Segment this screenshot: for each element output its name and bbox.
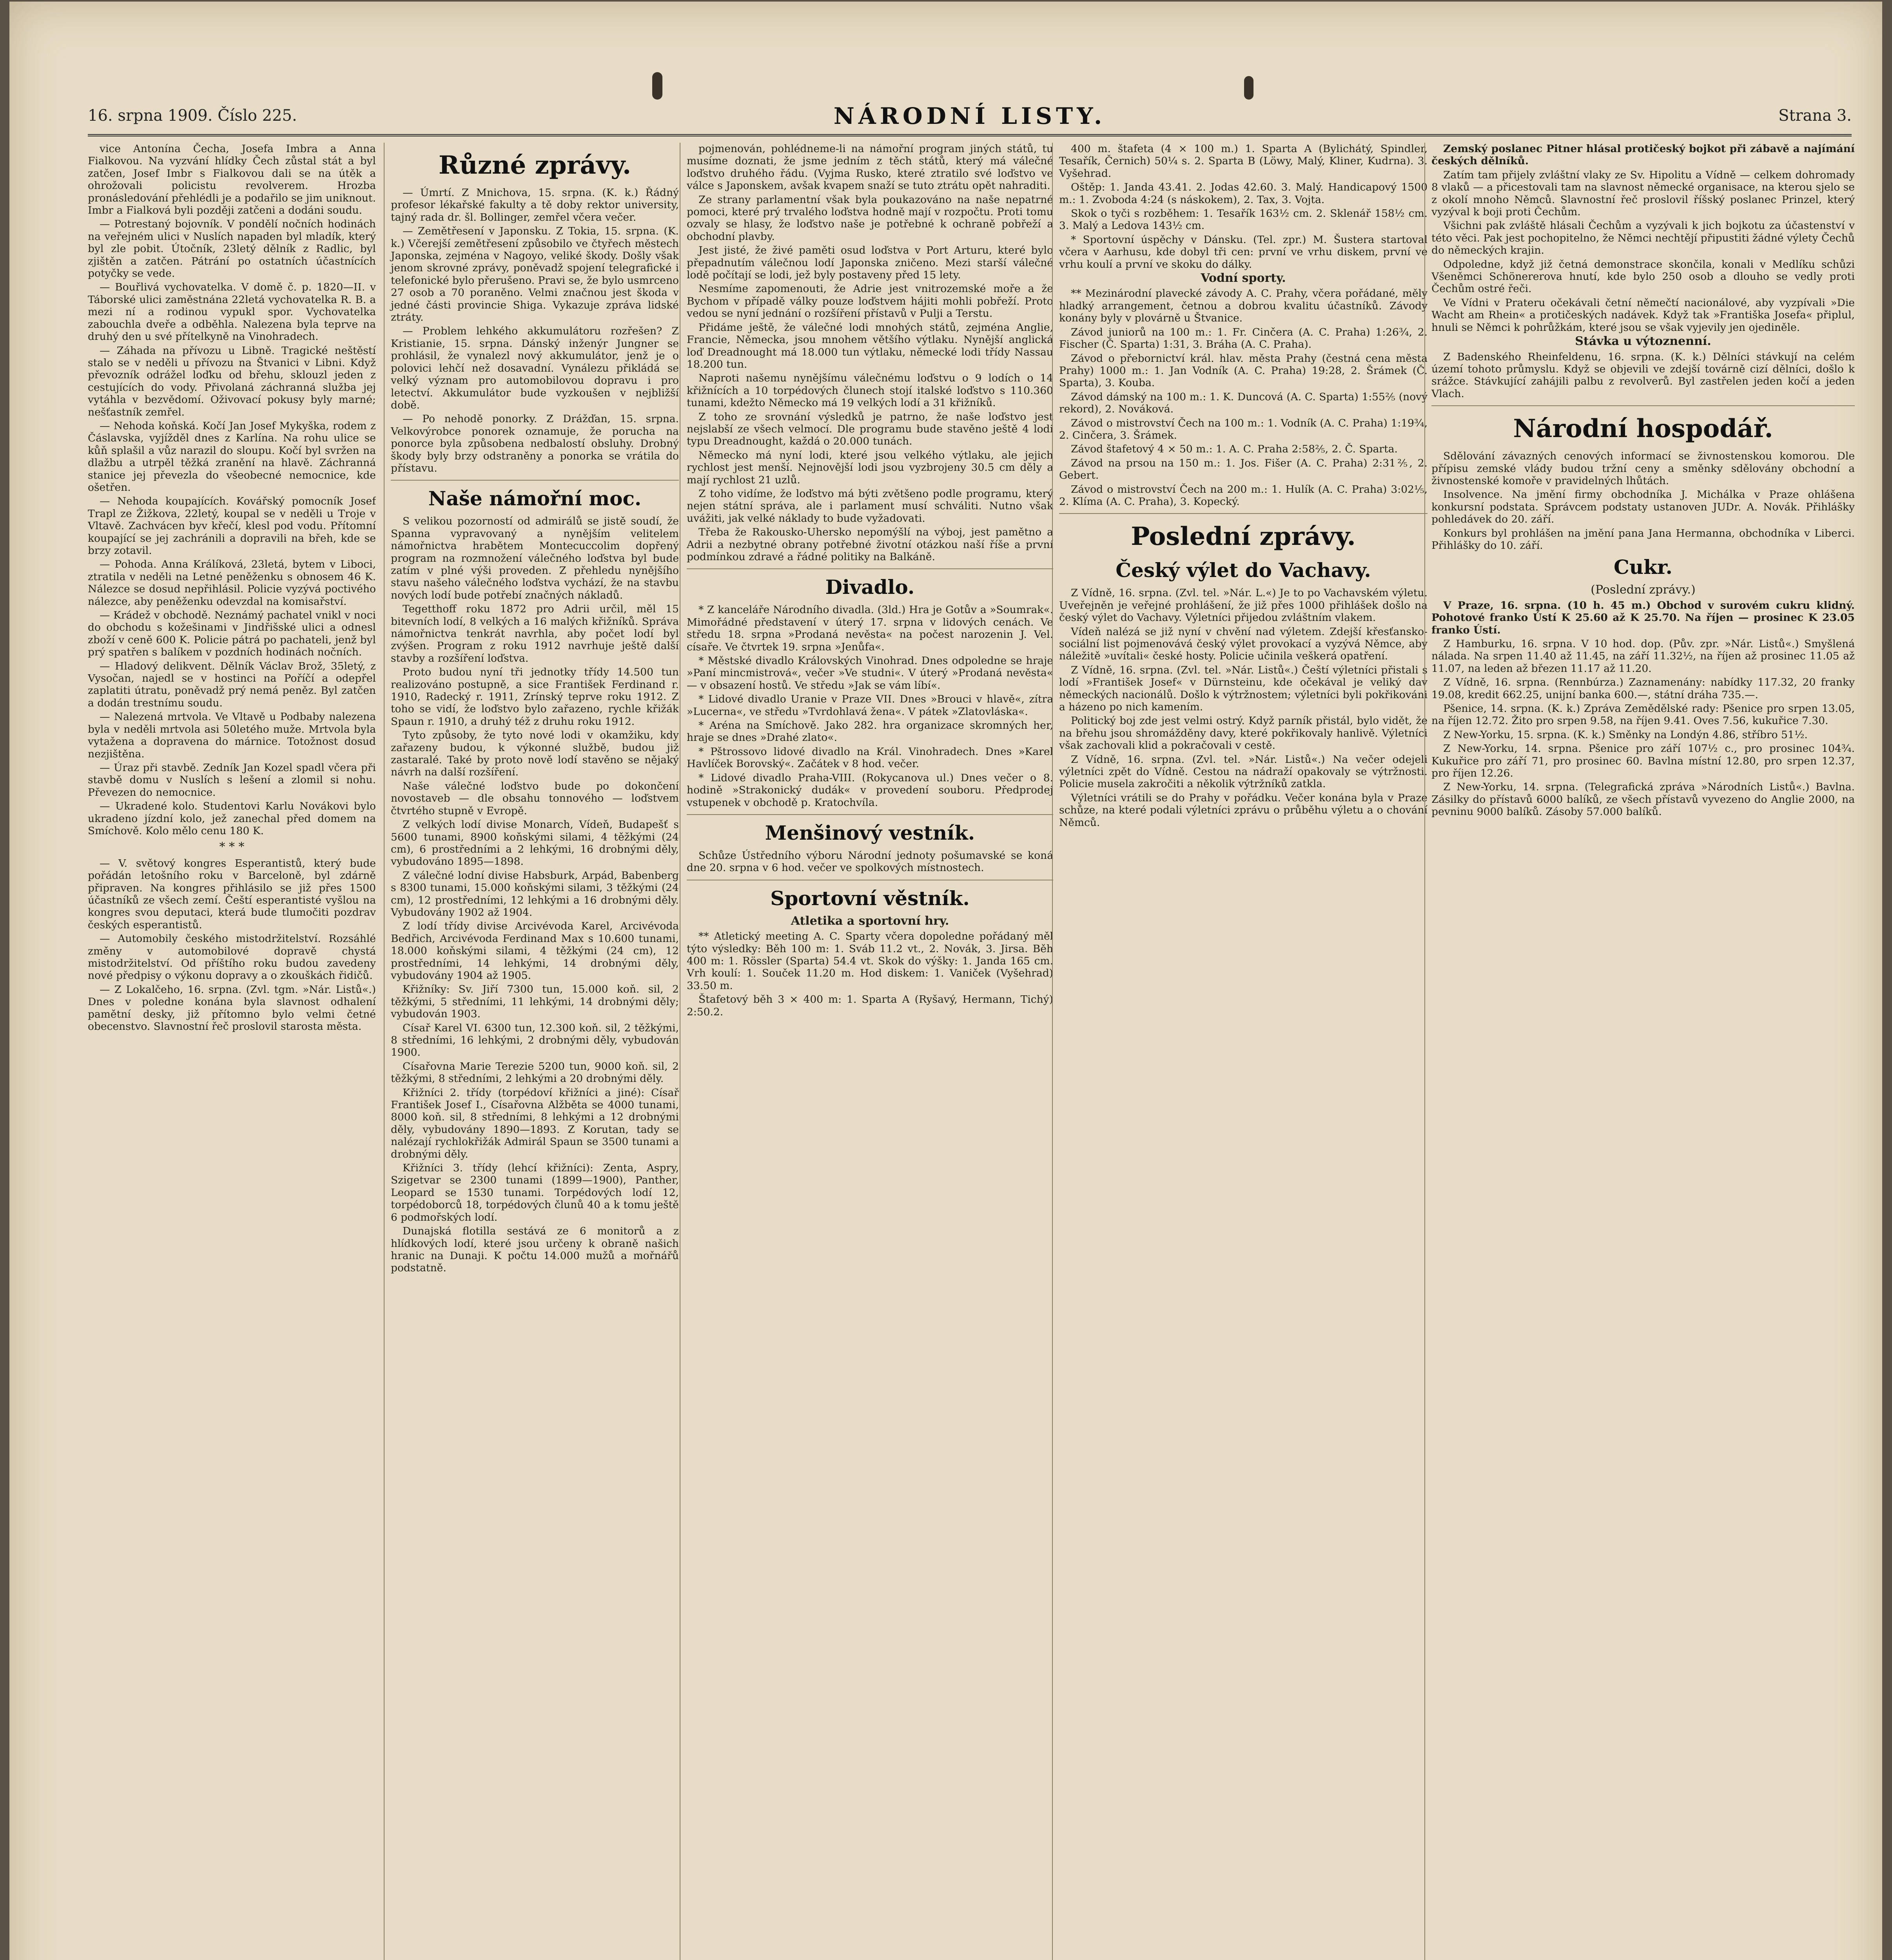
article-paragraph: Ve Vídni v Prateru očekávali četní němečtí nacionálové, aby vyzpívali »Die Wacht am Rhein« a protičeských nadávek. Když tak »Františka Josefa« připlul, hnuli se Němci k pohrůžkám, které jsou se však vyjevily jen ojediněle. [1431, 296, 1855, 334]
section-heading-posledni-zpravy: Poslední zprávy. [1131, 522, 1356, 552]
article-paragraph: Císař Karel VI. 6300 tun, 12.300 koň. sil, 2 těžkými, 8 středními, 16 lehkými, 2 drobnými děly, vybudován 1900. [391, 1022, 679, 1059]
newspaper-page [9, 2, 1882, 1960]
article-paragraph: Závod o přebornictví král. hlav. města Prahy (čestná cena města Prahy) 1000 m.: 1. Jan Vodník (A. C. Praha) 19:28, 2. Šrámek (Č. Sparta), 3. Kouba. [1059, 352, 1428, 389]
column-4 [1052, 143, 1428, 1960]
article-paragraph: Z Vídně, 16. srpna. (Zvl. tel. »Nár. Listů«.) Na večer odejeli výletníci zpět do Vídně. Cestou na nádraží opakovaly se výtržnosti. Policie musela zakročiti a několik výtržníků zatkla. [1059, 753, 1428, 790]
article-paragraph: V Praze, 16. srpna. (10 h. 45 m.) Obchod v surovém cukru klidný. Pohotové franko Ústí K 25.60 až K 25.70. Na říjen — prosinec K 23.05 franko Ústí. [1431, 599, 1855, 636]
article-paragraph: * Aréna na Smíchově. Jako 282. hra organizace skromných her, hraje se dnes »Drahé zlato«. [687, 719, 1053, 744]
article-paragraph: Závod o mistrovství Čech na 100 m.: 1. Vodník (A. C. Praha) 1:19¾, 2. Cinčera, 3. Šrámek. [1059, 417, 1428, 441]
article-paragraph: Císařovna Marie Terezie 5200 tun, 9000 koň. sil, 2 těžkými, 8 středními, 2 lehkými a 20 drobnými děly. [391, 1060, 679, 1085]
article-paragraph: Oštěp: 1. Janda 43.41. 2. Jodas 42.60. 3. Malý. Handicapový 1500 m.: 1. Zvoboda 4:24 (s náskokem), 2. Tax, 3. Vojta. [1059, 181, 1428, 206]
article-paragraph: Jest jisté, že živé paměti osud loďstva v Port Arturu, které bylo přepadnutím válečnou lodí Japonska zničeno. Mezi starší válečné lodě počítají se lodi, jež byly postaveny před 15 lety. [687, 244, 1053, 281]
section-heading-namorni-moc: Naše námořní moc. [428, 487, 642, 510]
subsection-heading-cukr: Cukr. [1614, 555, 1673, 579]
article-paragraph: Štafetový běh 3 × 400 m: 1. Sparta A (Ryšavý, Hermann, Tichý) 2:50.2. [687, 993, 1053, 1018]
column-rule [391, 480, 679, 481]
article-paragraph: Z New-Yorku, 14. srpna. (Telegrafická zpráva »Národních Listů«.) Bavlna. Zásilky do přístavů 6000 balíků, ze všech přístavů vyvezeno do Anglie 2000, na pevninu 9000 balíků. Zásoby 57.000 balíků. [1431, 781, 1855, 818]
binding-hole-left [652, 72, 662, 100]
article-paragraph: * Lidové divadlo Praha-VIII. (Rokycanova ul.) Dnes večer o 8. hodině »Strakonický dudák« v provedení souboru. Předprodej vstupenek v obchodě p. Kratochvíla. [687, 771, 1053, 809]
article-paragraph: Závod na prsou na 150 m.: 1. Jos. Fišer (A. C. Praha) 2:31⅖, 2. Gebert. [1059, 457, 1428, 482]
article-paragraph: Z Vídně, 16. srpna. (Rennbúrza.) Zaznamenány: nabídky 117.32, 20 franky 19.08, kredit 662.25, unijní banka 600.—, státní dráha 735.—. [1431, 676, 1855, 701]
article-paragraph: * Městské divadlo Královských Vinohrad. Dnes odpoledne se hraje »Paní mincmistrová«, večer »Ve studni«. V úterý »Prodaná nevěsta« — v obsazení hostů. Ve středu »Jak se vám líbí«. [687, 655, 1053, 691]
article-paragraph: ** Atletický meeting A. C. Sparty včera dopoledne pořádaný měl týto výsledky: Běh 100 m: 1. Sváb 11.2 vt., 2. Novák, 3. Jirsa. Běh 400 m: 1. Rössler (Sparta) 54.4 vt. Skok do výšky: 1. Janda 165 cm. Vrh koulí: 1. Souček 11.20 m. Hod diskem: 1. Vaniček (Vyšehrad) 33.50 m. [687, 930, 1053, 992]
article-paragraph: — Z Lokalčeho, 16. srpna. (Zvl. tgm. »Nár. Listů«.) Dnes v poledne konána byla slavnost odhalení pamětní desky, již přítomno bylo velmi četné obecenstvo. Slavnostní řeč proslovil starosta města. [88, 983, 376, 1033]
column-rule [687, 814, 1053, 815]
article-paragraph: Z velkých lodí divise Monarch, Vídeň, Budapešť s 5600 tunami, 8900 koňskými silami, 4 těžkými (24 cm), 6 prostředními a 2 lehkými, 16 drobnými děly, vybudováno 1895—1898. [391, 818, 679, 868]
article-paragraph: — Nalezená mrtvola. Ve Vltavě u Podbaby nalezena byla v neděli mrtvola asi 50letého muže. Mrtvola byla vytažena a dopravena do márnice. Totožnost dosud nezjištěna. [88, 711, 376, 760]
article-paragraph: Konkurs byl prohlášen na jmění pana Jana Hermanna, obchodníka v Liberci. Přihlášky do 10. září. [1431, 527, 1855, 552]
article-paragraph: Politický boj zde jest velmi ostrý. Když parník přistál, bylo vidět, že na břehu jsou shromážděny davy, které pokřikovaly hanlivě. Výletníci však zachovali klid a pokračovali v cestě. [1059, 715, 1428, 752]
article-paragraph: Křižníci 3. třídy (lehcí křižníci): Zenta, Aspry, Szigetvar se 2300 tunami (1899—1900), Panther, Leopard se 1530 tunami. Torpédových lodí 12, torpédoborců 18, torpédových člunů 40 a k tomu ještě 6 podmořských lodí. [391, 1162, 679, 1223]
article-paragraph: * Sportovní úspěchy v Dánsku. (Tel. zpr.) M. Šustera startoval včera v Aarhusu, kde dobyl tři cen: první ve vrhu diskem, první ve vrhu koulí a první ve skoku do dálky. [1059, 233, 1428, 270]
masthead [88, 103, 1852, 136]
subsection-heading-stavka: Stávka u výtoznenní. [1575, 334, 1711, 348]
article-paragraph: — Zemětřesení v Japonsku. Z Tokia, 15. srpna. (K. k.) Včerejší zemětřesení způsobilo ve čtyřech městech Japonska, zejména v Nagoyo, veliké škody. Došly však jenom skrovné zprávy, poněvadž spojení telegrafické i telefonické bylo přerušeno. Pravi se, že bylo usmrceno 27 osob a 70 poraněno. Velmi značnou jest škoda v jedné části provincie Shiga. Vykazuje zpráva lidské ztráty. [391, 225, 679, 324]
article-paragraph: Přidáme ještě, že válečné lodi mnohých států, zejména Anglie, Francie, Německa, jsou mnohem většího výtlaku. Nynější anglická loď Dreadnought má 18.000 tun výtlaku, německé lodi třídy Nassau 18.200 tun. [687, 321, 1053, 370]
article-paragraph: Závod dámský na 100 m.: 1. K. Duncová (A. C. Sparta) 1:55⅖ (nový rekord), 2. Nováková. [1059, 390, 1428, 416]
article-paragraph: Ze strany parlamentní však byla poukazováno na naše nepatrné pomoci, které prý trvalého loďstva hodně mají v rozpočtu. Proti tomu ozvaly se hlasy, že loďstvo naše je potřebné k ochraně pobřeží a obchodní plavby. [687, 193, 1053, 243]
article-paragraph: * Lidové divadlo Uranie v Praze VII. Dnes »Brouci v hlavě«, zítra »Lucerna«, ve středu »Tvrdohlavá žena«. V pátek »Zlatovláska«. [687, 693, 1053, 718]
article-paragraph: — Po nehodě ponorky. Z Drážďan, 15. srpna. Velkovýrobce ponorek oznamuje, že porucha na ponorce byla způsobena nedbalostí obsluhy. Drobný škody byly brzy odstraněny a ponorka se vrátila do přístavu. [391, 413, 679, 474]
section-heading-narodni-hospodar: Národní hospodář. [1513, 414, 1773, 444]
section-heading-mensinovy-vestnik: Menšinový vestník. [765, 821, 975, 844]
article-paragraph: — Nehoda koňská. Kočí Jan Josef Mykyška, rodem z Čáslavska, vyjížděl dnes z Karlína. Na rohu ulice se kůň splašil a vůz narazil do sloupu. Kočí byl svržen na dlažbu a utrpěl těžká zranění na hlavě. Záchranná stanice jej převezla do všeobecné nemocnice, kde ošetřen. [88, 419, 376, 494]
article-paragraph: Proto budou nyní tři jednotky třídy 14.500 tun realizováno postupně, a sice František Ferdinand r. 1910, Radecký r. 1911, Zrínský teprve roku 1912. Z toho se vidí, že loďstvo bylo zařazeno, rychle křižák Spaun r. 1910, a druhý též z druhu roku 1912. [391, 666, 679, 728]
article-paragraph: Výletníci vrátili se do Prahy v pořádku. Večer konána byla v Praze schůze, na které podali výletníci zprávu o průběhu výletu a o chování Němců. [1059, 791, 1428, 829]
article-paragraph: Pšenice, 14. srpna. (K. k.) Zpráva Zemědělské rady: Pšenice pro srpen 13.05, na říjen 12.72. Žito pro srpen 9.58, na říjen 9.41. Oves 7.56, kukuřice 7.30. [1431, 702, 1855, 727]
article-paragraph: — Automobily českého mistodržitelství. Rozsáhlé změny v automobilové dopravě chystá mistodržitelství. Od příštího roku budou zavedeny nové předpisy o výkonu dopravy a o zkouškách řidičů. [88, 933, 376, 982]
article-paragraph: Z Hamburku, 16. srpna. V 10 hod. dop. (Pův. zpr. »Nár. Listů«.) Smyšlená nálada. Na srpen 11.40 až 11.45, na září 11.32½, na říjen až prosinec 11.05 až 11.07, na leden až březen 11.17 až 11.20. [1431, 638, 1855, 675]
article-paragraph: Z toho vidíme, že loďstvo má býti zvětšeno podle programu, který nejen státní správa, ale i parlament musí schváliti. Nutno však uvážiti, jak velké náklady to bude vyžadovati. [687, 487, 1053, 524]
article-paragraph: Tegetthoff roku 1872 pro Adrii určil, měl 15 bitevních lodí, 8 velkých a 16 malých křižníků. Správa námořnictva tenkrát navrhla, aby počet lodí byl zvýšen. Program z roku 1912 navrhuje ještě další stavby a rozšíření loďstva. [391, 603, 679, 664]
column-rule [1059, 513, 1428, 514]
subsection-note: (Poslední zprávy.) [1591, 583, 1696, 597]
article-paragraph: Zemský poslanec Pitner hlásal protičeský bojkot při zábavě a najímání českých dělníků. [1431, 143, 1855, 167]
article-paragraph: Insolvence. Na jmění firmy obchodníka J. Michálka v Praze ohlášena konkursní podstata. Správcem podstaty ustanoven JUDr. A. Novák. Přihlášky pohledávek do 20. září. [1431, 488, 1855, 526]
article-paragraph: Nesmíme zapomenouti, že Adrie jest vnitrozemské moře a že Bychom v případě války pouze loďstvem hájiti mohli pobřeží. Proto vedou se nyní jednání o rozšíření přístavů v Pulji a Terstu. [687, 283, 1053, 320]
issue-date: 16. srpna 1909. Číslo 225. [88, 107, 297, 125]
article-paragraph: Vídeň nalézá se již nyní v chvění nad výletem. Zdejší křesťansko-sociální list pojmenovává český výlet provokací a vyzývá Němce, aby náležitě »uvítali« české hosty. Policie učinila veškerá opatření. [1059, 625, 1428, 662]
column-1 [88, 143, 376, 1960]
article-paragraph: Z Vídně, 16. srpna. (Zvl. tel. »Nár. Listů«.) Čeští výletníci přistali s lodí »František Josef« v Dürnsteinu, kde očekával je veliký dav německých nacionálů. Došlo k výtržnostem; výletníci byli pokřikováni a házeno po nich kamením. [1059, 664, 1428, 713]
page-number: Strana 3. [1778, 107, 1852, 125]
article-paragraph: * Z kanceláře Národního divadla. (3ld.) Hra je Gotův a »Soumrak«. Mimořádné představení v úterý 17. srpna v lidových cenách. Ve středu 18. srpna »Prodaná nevěsta« na počest narozenin J. Vel. císaře. Ve čtvrtek 19. srpna »Jenůfa«. [687, 604, 1053, 653]
article-paragraph: Německo má nyní lodi, které jsou velkého výtlaku, ale jejich rychlost jest menší. Nejnovější lodi jsou vyzbrojeny 30.5 cm děly a mají rychlost 21 uzlů. [687, 449, 1053, 486]
article-paragraph: — Nehoda koupajících. Kovářský pomocník Josef Trapl ze Žižkova, 22letý, koupal se v neděli u Troje v Vltavě. Zachvácen byv křečí, klesl pod vodu. Přítomní koupající se jej zachránili a dopravili na břeh, kde se brzy zotavil. [88, 495, 376, 557]
article-paragraph: ** Mezinárodní plavecké závody A. C. Prahy, včera pořádané, měly hladký arrangement, četnou a dobrou kvalitu účastníků. Závody konány byly v plovárně u Štvanice. [1059, 287, 1428, 325]
article-paragraph: Třeba že Rakousko-Uhersko nepomýšlí na výboj, jest pamětno a Adrii a nezbytné obrany potřebné životní otázkou naší říše a první podmínkou zdravé a řádné politiky na Balkáně. [687, 526, 1053, 563]
article-paragraph: — Problem lehkého akkumulátoru rozřešen? Z Kristianie, 15. srpna. Dánský inženýr Jungner se prohlásil, že vynalezl nový akkumulátor, jenž je o polovici lehčí než dosavadní. Vynálezu přikládá se velký význam pro automobilovou dopravu i pro letectví. Akkumulátor bude vyzkoušen v nejbližší době. [391, 325, 679, 411]
article-paragraph: Z Badenského Rheinfeldenu, 16. srpna. (K. k.) Dělníci stávkují na celém území tohoto průmyslu. Když se objevili ve zdejší továrně cizí dělníci, došlo k srážce. Stávkující zahájili palbu z revolverů. Byl zastřelen jeden kočí a jeden Vlach. [1431, 350, 1855, 400]
article-paragraph: Z lodí třídy divise Arcivévoda Karel, Arcivévoda Bedřich, Arcivévoda Ferdinand Max s 10.600 tunami, 18.000 koňskými silami, 4 těžkými (24 cm), 12 prostředními, 14 lehkými, 14 drobnými děly, vybudovány 1904 až 1905. [391, 920, 679, 982]
article-paragraph: Křižníci 2. třídy (torpédoví křižníci a jiné): Císař František Josef I., Císařovna Alžběta se 4000 tunami, 8000 koň. sil, 8 středními, 8 lehkými a 12 drobnými děly, vybudovány 1890—1893. Z Korutan, tady se nalézají rychlokřižák Admirál Spaun se 3500 tunami a drobnými děly. [391, 1086, 679, 1160]
article-paragraph: — Záhada na přívozu u Libně. Tragické neštěstí stalo se v neděli u přívozu na Štvanici v Libni. Když převozník odrážel loďku od břehu, sklouzl jeden z cestujících do vody. Přivolaná záchranná služba jej vytáhla v bezvědomí. Oživovací pokusy byly marné; nešťastník zemřel. [88, 344, 376, 418]
article-paragraph: Všichni pak zvláště hlásali Čechům a vyzývali k jich bojkotu za účastenství v této věci. Pak jest pochopitelno, že Němci nechtějí připustiti žádné výlety Čechů do německých krajin. [1431, 220, 1855, 257]
article-paragraph: Z válečné lodní divise Habsburk, Arpád, Babenberg s 8300 tunami, 15.000 koňskými silami, 3 těžkými (24 cm), 12 prostředními, 12 lehkými a 16 drobnými děly. Vybudovány 1902 až 1904. [391, 869, 679, 918]
subsection-heading-vodni-sporty: Vodní sporty. [1201, 271, 1286, 285]
article-paragraph: vice Antonína Čecha, Josefa Imbra a Anna Fialkovou. Na vyzvání hlídky Čech zůstal stát a byl zatčen, Josef Imbr s Fialkovou dali se na útěk a ohrožovali policistu revolverem. Hrozba pronásledování přehlédli je a podařilo se jim uniknout. Imbr a Fialková byli později zatčeni a dodáni soudu. [88, 143, 376, 217]
article-paragraph: 400 m. štafeta (4 × 100 m.) 1. Sparta A (Bylichátý, Spindler, Tesařík, Černich) 50¼ s. 2. Sparta B (Löwy, Malý, Kliner, Kudrna). 3. Vyšehrad. [1059, 143, 1428, 180]
article-headline-vylet-vachava: Český výlet do Vachavy. [1116, 559, 1371, 582]
article-paragraph: Naše válečné loďstvo bude po dokončení novostaveb — dle obsahu tonnového — loďstvem čtvrtého stupně v Evropě. [391, 780, 679, 817]
section-heading-divadlo: Divadlo. [825, 575, 915, 599]
article-paragraph: pojmenován, pohlédneme-li na námořní program jiných států, tu musíme doznati, že jsme jedním z těch států, který má válečné loďstvo druhého řádu. (Vyjma Rusko, které ztratilo své loďstvo ve válce s Japonskem, avšak kvapem snaží se tuto ztrátu opět nahraditi. [687, 143, 1053, 192]
article-paragraph: Schůze Ústředního výboru Národní jednoty pošumavské se koná dne 20. srpna v 6 hod. večer ve spolkových místnostech. [687, 849, 1053, 874]
section-heading-ruzne-zpravy: Různé zprávy. [438, 151, 631, 180]
column-2 [384, 143, 679, 1960]
article-paragraph: Dunajská flotilla sestává ze 6 monitorů a z hlídkových lodí, které jsou určeny k obraně našich hranic na Dunaji. K počtu 14.000 mužů a mořnářů podstatně. [391, 1225, 679, 1274]
article-paragraph: Z toho ze srovnání výsledků je patrno, že naše loďstvo jest nejslabší ze všech velmocí. Dle programu bude stavěno ještě 4 lodi typu Dreadnought, každá o 20.000 tunách. [687, 410, 1053, 448]
binding-hole-right [1244, 76, 1253, 100]
article-paragraph: Z Vídně, 16. srpna. (Zvl. tel. »Nár. L.«) Je to po Vachavském výletu. Uveřejněn je veřejné prohlášení, že již přes 1000 přihlášek došlo na český výlet do Vachavy. Výletníci přijedou zvláštním vlakem. [1059, 587, 1428, 624]
column-rule [687, 568, 1053, 569]
article-paragraph: Z New-Yorku, 14. srpna. Pšenice pro září 107½ c., pro prosinec 104¾. Kukuřice pro září 71, pro prosinec 60. Bavlna místní 12.80, pro srpen 12.37, pro říjen 12.26. [1431, 742, 1855, 780]
article-paragraph: Závod juniorů na 100 m.: 1. Fr. Cinčera (A. C. Praha) 1:26¾, 2. Fischer (Č. Sparta) 1:31, 3. Bráha (A. C. Praha). [1059, 326, 1428, 351]
article-paragraph: Zatím tam přijely zvláštní vlaky ze Sv. Hipolitu a Vídně — celkem dohromady 8 vlaků — a přicestovali tam na slavnost německé organisace, na kterou sjelo se z okolí mnoho Němců. Slavnostní řeč proslovil říšský poslanec Prinzel, který vyzýval k boji proti Čechům. [1431, 169, 1855, 218]
article-paragraph: — Úmrtí. Z Mnichova, 15. srpna. (K. k.) Řádný profesor lékařské fakulty a tě doby rektor university, tajný rada dr. šl. Bollinger, zemřel včera večer. [391, 187, 679, 223]
article-paragraph: — Pohoda. Anna Králíková, 23letá, bytem v Liboci, ztratila v neděli na Letné peněženku s obnosem 46 K. Nálezce se dosud nepřihlásil. Policie vyzývá poctivého nálezce, aby peněženku odevzdal na komisařství. [88, 558, 376, 608]
article-paragraph: Křižníky: Sv. Jiří 7300 tun, 15.000 koň. sil, 2 těžkými, 5 středními, 11 lehkými, 14 drobnými děly; vybudován 1903. [391, 983, 679, 1020]
column-5 [1424, 143, 1855, 1960]
article-paragraph: Závod štafetový 4 × 50 m.: 1. A. C. Praha 2:58⅖, 2. Č. Sparta. [1071, 443, 1398, 456]
article-paragraph: — V. světový kongres Esperantistů, který bude pořádán letošního roku v Barceloně, byl zdárně připraven. Na kongres přihlásilo se již přes 1500 účastníků ze všech zemí. Čeští esperantisté vyšlou na kongres svou deputaci, která bude tlumočiti pozdrav českých esperantistů. [88, 857, 376, 931]
article-paragraph: Sdělování závazných cenových informací se živnostenskou komorou. Dle přípisu zemské vlády budou tržní ceny a směnky sdělovány obchodní a živnostenské komoře v pravidelných lhůtách. [1431, 450, 1855, 487]
article-paragraph: Naproti našemu nynějšímu válečnému loďstvu o 9 lodích o 14 křižnících a 10 torpédových člunech stojí italské loďstvo s 110.360 tunami, kdežto Německo má 19 velkých lodí a 31 křižníků. [687, 372, 1053, 409]
article-paragraph: Tyto způsoby, že tyto nové lodi v okamžiku, kdy zařazeny budou, k výkonné službě, budou již zastaralé. Také by proto nově lodí stavěno se nějaký návrh na další rozšíření. [391, 729, 679, 779]
article-paragraph: Odpoledne, když již četná demonstrace skončila, konali v Medlíku schůzi Všeněmci Schönererova hnutí, kde bylo 250 osob a dlouho se vedly proti Čechům ostré řeči. [1431, 258, 1855, 295]
article-paragraph: * Pštrossovo lidové divadlo na Král. Vinohradech. Dnes »Karel Havlíček Borovský«. Začátek v 8 hod. večer. [687, 745, 1053, 770]
subsection-heading-atletika: Atletika a sportovní hry. [791, 914, 949, 928]
article-paragraph: — Potrestaný bojovník. V pondělí nočních hodinách na veřejném ulici v Nuslích napaden byl mladík, který byl zle pobit. Útočník, 23letý dělník z Radlic, byl zjištěn a zatčen. Pátrání po ostatních účastnících potyčky se vede. [88, 218, 376, 280]
article-paragraph: — Úraz při stavbě. Zedník Jan Kozel spadl včera při stavbě domu v Nuslích s lešení a zlomil si nohu. Převezen do nemocnice. [88, 761, 376, 799]
section-divider-stars: * * * [219, 840, 245, 854]
article-paragraph: Z New-Yorku, 15. srpna. (K. k.) Směnky na Londýn 4.86, stříbro 51½. [1443, 728, 1808, 741]
column-3 [680, 143, 1053, 1960]
article-paragraph: Závod o mistrovství Čech na 200 m.: 1. Hulík (A. C. Praha) 3:02⅕, 2. Klíma (A. C. Praha), 3. Kopecký. [1059, 483, 1428, 508]
section-heading-sportovni-vestnik: Sportovní věstník. [770, 886, 970, 910]
article-paragraph: — Krádež v obchodě. Neznámý pachatel vnikl v noci do obchodu s kožešinami v Jindřišské ulici a odnesl zboží v ceně 600 K. Policie pátrá po pachateli, jenž byl prý spatřen s balíkem v pozdních hodinách nočních. [88, 609, 376, 659]
article-paragraph: S velikou pozorností od admirálů se jistě soudí, že Spanna vypravovaný a nynějším velitelem námořnictva hrabětem Montecuccolim dopřený program na rozmnožení válečného loďstva byl bude zatím v plné výši proveden. Z přehledu nynějšího stavu našeho válečného loďstva vychází, že na stavbu nových lodí bude potřebí značných nákladů. [391, 515, 679, 601]
article-paragraph: — Bouřlivá vychovatelka. V domě č. p. 1820—II. v Táborské ulici zaměstnána 22letá vychovatelka R. B. a mezi ní a rodinou vypukl spor. Vychovatelka zabouchla dveře a odběhla. Nalezena byla teprve na druhý den u své přítelkyně na Vinohradech. [88, 281, 376, 343]
newspaper-title: NÁRODNÍ LISTY. [833, 103, 1106, 129]
article-paragraph: — Hladový delikvent. Dělník Václav Brož, 35letý, z Vysočan, najedl se v hostinci na Poříčí a odepřel zaplatiti útratu, poněvadž prý nemá peněz. Byl zatčen a dodán trestnímu soudu. [88, 660, 376, 709]
article-paragraph: Skok o tyči s rozběhem: 1. Tesařík 163½ cm. 2. Sklenář 158½ cm. 3. Malý a Ledova 143½ cm. [1059, 207, 1428, 232]
article-paragraph: — Ukradené kolo. Studentovi Karlu Novákovi bylo ukradeno jízdní kolo, jež zanechal před domem na Smíchově. Kolo mělo cenu 180 K. [88, 800, 376, 837]
column-rule [1431, 405, 1855, 406]
